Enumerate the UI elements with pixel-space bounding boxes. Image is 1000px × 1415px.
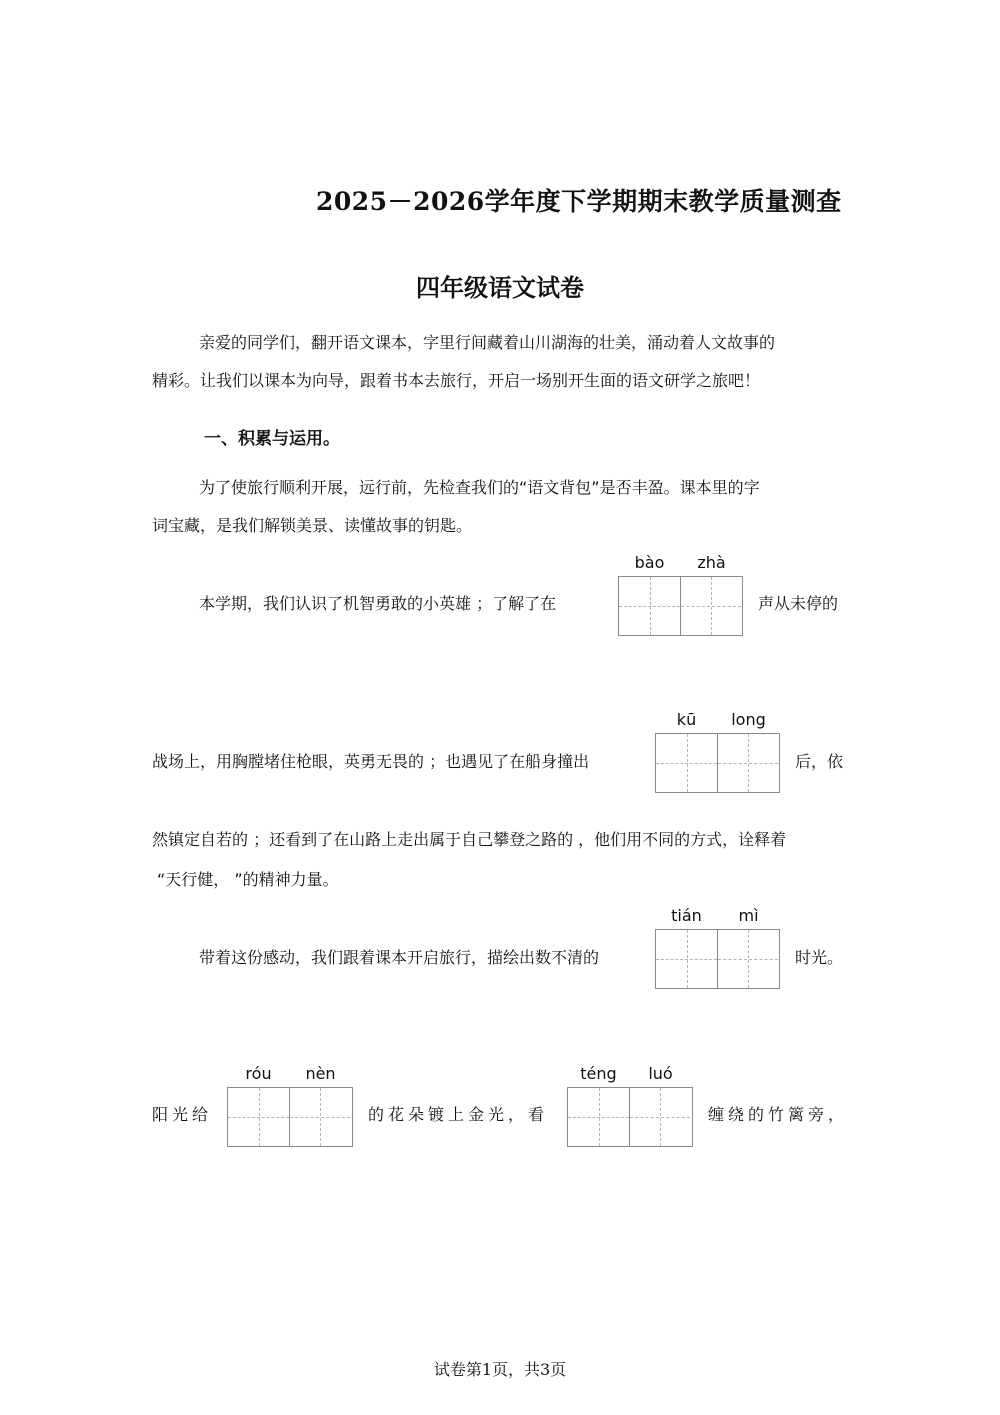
para1-line-2: 词宝藏，是我们解锁美景、读懂故事的钥匙。 <box>152 516 473 535</box>
answer-grid-tengluo[interactable] <box>567 1087 693 1147</box>
para2-line-2-before: 战场上，用胸膛堵住枪眼，英勇无畏的 ；也遇见了在船身撞出 <box>152 752 590 771</box>
para3-line-2-b: 的花朵镀上金光，看 <box>368 1105 549 1124</box>
pinyin-ku: kū <box>676 710 697 729</box>
para2-line-1-after: 声从未停的 <box>758 594 839 613</box>
answer-cell[interactable] <box>656 734 717 792</box>
pinyin-teng: téng <box>580 1064 617 1083</box>
para2-line-2-after: 后，依 <box>795 752 844 771</box>
para3-line-2-a: 阳光给 <box>152 1105 213 1124</box>
answer-cell[interactable] <box>656 930 717 988</box>
answer-cell[interactable] <box>289 1088 350 1146</box>
pinyin-tian: tián <box>671 906 702 925</box>
answer-cell[interactable] <box>568 1088 629 1146</box>
para3-line-2-c: 缠绕的竹篱旁， <box>708 1105 849 1124</box>
answer-grid-baozha[interactable] <box>618 576 743 636</box>
para1-line-1: 为了使旅行顺利开展，远行前，先检查我们的“语文背包”是否丰盈。课本里的字 <box>199 478 760 497</box>
exam-subtitle: 四年级语文试卷 <box>416 274 584 302</box>
pinyin-bao: bào <box>634 553 665 572</box>
para2-line-4: “天行健， ”的精神力量。 <box>157 870 339 889</box>
para3-line-1-after: 时光。 <box>795 948 844 967</box>
answer-cell[interactable] <box>717 930 778 988</box>
pinyin-zha: zhà <box>697 553 726 572</box>
para2-line-3: 然镇定自若的 ；还看到了在山路上走出属于自己攀登之路的 ，他们用不同的方式，诠释着 <box>152 830 787 849</box>
intro-line-2: 精彩。让我们以课本为向导，跟着书本去旅行，开启一场别开生面的语文研学之旅吧！ <box>152 371 761 390</box>
answer-cell[interactable] <box>228 1088 289 1146</box>
section-heading: 一、积累与运用。 <box>204 429 340 449</box>
para3-line-1-before: 带着这份感动，我们跟着课本开启旅行，描绘出数不清的 <box>199 948 600 967</box>
pinyin-nen: nèn <box>305 1064 336 1083</box>
pinyin-rou: róu <box>245 1064 272 1083</box>
page-footer: 试卷第1页，共3页 <box>433 1360 567 1379</box>
pinyin-luo: luó <box>648 1064 673 1083</box>
answer-grid-tianmi[interactable] <box>655 929 780 989</box>
answer-grid-kulong[interactable] <box>655 733 780 793</box>
answer-grid-rounen[interactable] <box>227 1087 353 1147</box>
pinyin-long: long <box>731 710 766 729</box>
intro-line-1: 亲爱的同学们，翻开语文课本，字里行间藏着山川湖海的壮美，涌动着人文故事的 <box>199 333 776 352</box>
answer-cell[interactable] <box>619 577 680 635</box>
answer-cell[interactable] <box>717 734 778 792</box>
exam-title: 2025－2026学年度下学期期末教学质量测查 <box>316 187 842 216</box>
answer-cell[interactable] <box>680 577 741 635</box>
pinyin-mi: mì <box>738 906 759 925</box>
answer-cell[interactable] <box>629 1088 690 1146</box>
para2-line-1-before: 本学期，我们认识了机智勇敢的小英雄 ；了解了在 <box>199 594 557 613</box>
